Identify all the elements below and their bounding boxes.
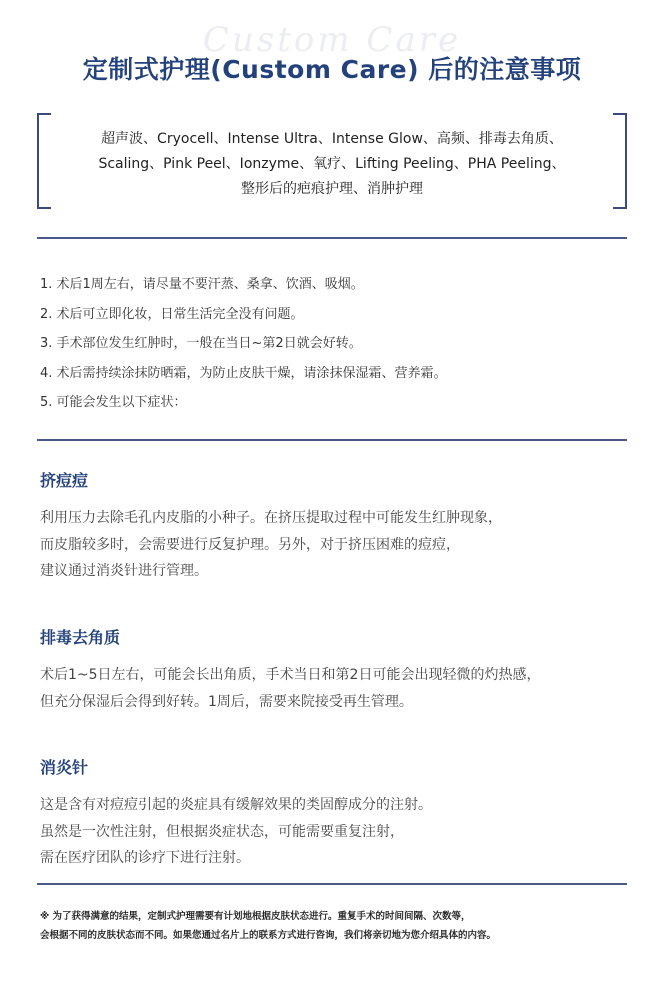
section-line: 虽然是一次性注射，但根据炎症状态，可能需要重复注射， [40,823,404,840]
section-title: 排毒去角质 [40,628,121,647]
section-line: 术后1~5日左右，可能会长出角质，手术当日和第2日可能会出现轻微的灼热感， [40,667,541,683]
section-detox-peeling [40,625,640,715]
section-title: 消炎针 [40,758,89,777]
procedure-line: 超声波、Cryocell、Intense Ultra、Intense Glow、高频、排毒去角质、 [101,131,563,147]
notes-list [40,270,630,418]
left-bracket [37,113,51,209]
section-title: 挤痘痘 [40,471,89,490]
footnote [40,907,640,945]
procedure-list [57,127,607,202]
procedure-list-box [37,113,627,209]
watermark: Custom Care [202,20,462,60]
section-anti-inflammatory-injection [40,755,640,872]
section-line: 建议通过消炎针进行管理。 [40,563,208,579]
note-item: 5. 可能会发生以下症状： [40,395,187,410]
procedure-line: 整形后的疤痕护理、消肿护理 [241,181,423,197]
footnote-line: ※ 为了获得满意的结果，定制式护理需要有计划地根据皮肤状态进行。重复手术的时间间隔、次数等， [40,911,471,922]
section-extraction [40,468,640,585]
page-title: 定制式护理(Custom Care) 后的注意事项 [82,55,582,84]
footnote-line: 会根据不同的皮肤状态而不同。如果您通过名片上的联系方式进行咨询，我们将亲切地为您介绍具体的内容。 [40,930,497,941]
note-item: 1. 术后1周左右，请尽量不要汗蒸、桑拿、饮酒、吸烟。 [40,277,364,292]
divider [37,439,627,441]
note-item: 3. 手术部位发生红肿时，一般在当日~第2日就会好转。 [40,336,362,351]
procedure-line: Scaling、Pink Peel、Ionzyme、氧疗、Lifting Peeling、PHA Peeling、 [98,156,566,172]
note-item: 2. 术后可立即化妆，日常生活完全没有问题。 [40,306,304,322]
section-line: 但充分保湿后会得到好转。1周后，需要来院接受再生管理。 [40,693,413,710]
divider [37,883,627,885]
section-line: 这是含有对痘痘引起的炎症具有缓解效果的类固醇成分的注射。 [40,797,432,813]
section-line: 需在医疗团队的诊疗下进行注射。 [40,850,250,866]
divider [37,237,627,239]
note-item: 4. 术后需持续涂抹防晒霜，为防止皮肤干燥，请涂抹保湿霜、营养霜。 [40,365,447,381]
right-bracket [613,113,627,209]
section-line: 利用压力去除毛孔内皮脂的小种子。在挤压提取过程中可能发生红肿现象， [40,510,502,526]
section-line: 而皮脂较多时，会需要进行反复护理。另外，对于挤压困难的痘痘， [40,536,460,553]
